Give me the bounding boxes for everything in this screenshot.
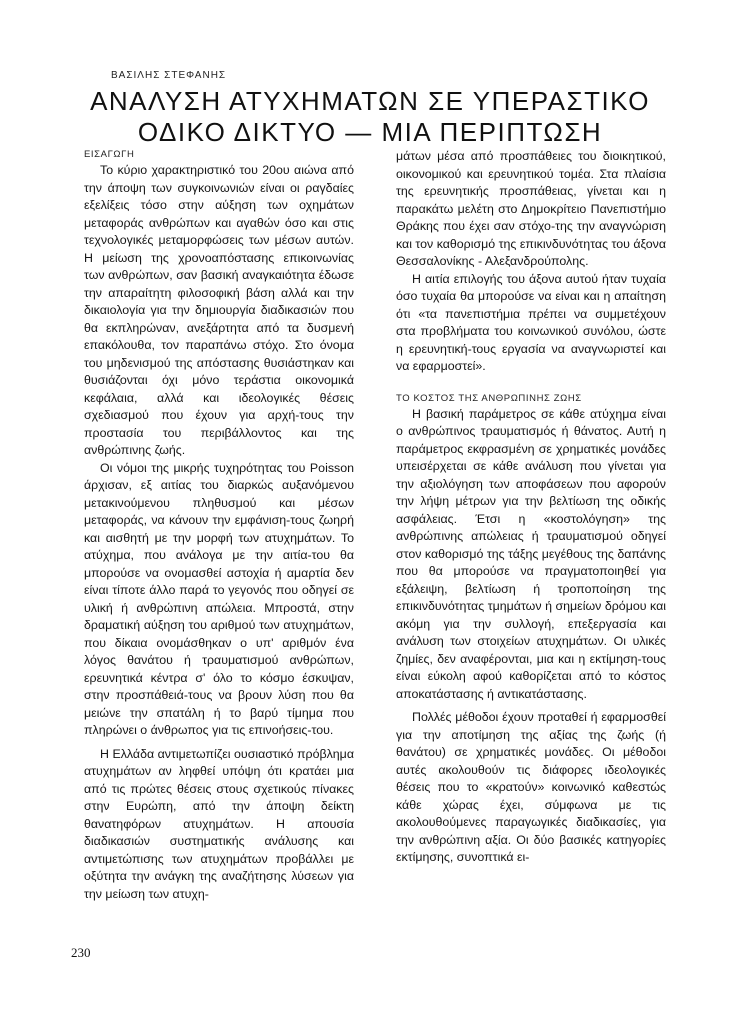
paragraph: Η βασική παράμετρος σε κάθε ατύχημα είναι ο ανθρώπινος τραυματισμός ή θάνατος. Αυτή η παράμετρος εκφρασμένη σε χρηματικές μονάδες υπεισέρχεται σε κάθε ανάλυση που γίνεται για την αξιολόγηση των αποφάσεων που αφορούν την λήψη μέτρων για την βελτίωση της οδικής ασφάλειας. Έτσι η «κοστολόγηση» της ανθρώπινης απώλειας ή τραυματισμού οδηγεί στον καθορισμό της τάξης μεγέθους της δαπάνης που θα μπορούσε να πραγματοποιηθεί για εξάλειψη, βελτίωση ή τροποποίηση της επικινδυνότητας τμημάτων ή σημείων δρόμου και ακόμη για την συλλογή, επεξεργασία και ανάλυση των στοιχείων ατυχημάτων. Οι υλικές ζημίες, δεν αναφέρονται, μια και η εκτίμηση-τους είναι εύκολη αφού καθορίζεται από το κόστος αποκατάστασης ή αντικατάστασης. <box>396 406 666 701</box>
paragraph: Η αιτία επιλογής του άξονα αυτού ήταν τυχαία όσο τυχαία θα μπορούσε να είναι και η απαίτηση ότι «τα πανεπιστήμια πρέπει να συμμετέχουν στα προβλήματα του κοινωνικού συνόλου, ώστε η ερευνητική-τους εργασία να αναγνωριστεί και να εφαρμοστεί». <box>396 271 666 373</box>
paragraph: μάτων μέσα από προσπάθειες του διοικητικού, οικονομικού και ερευνητικού τομέα. Στα πλαίσια της ερευνητικής προσπάθειας, γίνεται και η παρακάτω μελέτη στο Δημοκρίτειο Πανεπιστήμιο Θράκης που έχει σαν στόχο-της την αναγνώριση και τον καθορισμό της επικινδυνότητας του άξονα Θεσσαλονίκης - Αλεξανδρούπολης. <box>396 149 666 268</box>
title-line-1: ΑΝΑΛΥΣΗ ΑΤΥΧΗΜΑΤΩΝ ΣΕ ΥΠΕΡΑΣΤΙΚΟ <box>90 86 650 116</box>
paragraph: Πολλές μέθοδοι έχουν προταθεί ή εφαρμοσθεί για την αποτίμηση της αξίας της ζωής (ή θανάτου) σε χρηματικές μονάδες. Οι μέθοδοι αυτές ακολουθούν τις διάφορες ιδεολογικές θέσεις που το «κρατούν» κοινωνικό καθεστώς κάθε χώρας έχει, σύμφωνα με τις ακολουθούμενες παραγωγικές διαδικασίες, για την ανθρώπινη αξία. Οι δύο βασικές κατηγορίες εκτίμησης, συνοπτικά ει- <box>396 710 666 864</box>
page-number: 230 <box>71 945 91 960</box>
paragraph: Η Ελλάδα αντιμετωπίζει ουσιαστικό πρόβλημα ατυχημάτων αν ληφθεί υπόψη ότι κρατάει μια από τις πρώτες θέσεις στους σχετικούς πίνακες στην Ευρώπη, από την άποψη δείκτη θανατηφόρων ατυχημάτων. Η απουσία διαδικασιών συστηματικής ανάλυσης και αντιμετώπισης των ατυχημάτων προβάλλει με οξύτητα την ανάγκη της αναζήτησης λύσεων για την μείωση των ατυχη- <box>84 746 354 901</box>
right-column <box>396 148 666 867</box>
title-line-2: ΟΔΙΚΟ ΔΙΚΤΥΟ — ΜΙΑ ΠΕΡΙΠΤΩΣΗ <box>137 117 603 147</box>
section-heading-cost: ΤΟ ΚΟΣΤΟΣ ΤΗΣ ΑΝΘΡΩΠΙΝΗΣ ΖΩΗΣ <box>396 392 582 404</box>
article-title <box>60 86 680 148</box>
paragraph: Οι νόμοι της μικρής τυχηρότητας του Poisson άρχισαν, εξ αιτίας του διαρκώς αυξανόμενου μετακινούμενου πληθυσμού και μέσων μεταφοράς, να κάνουν την εμφάνιση-τους ζωηρή και αισθητή με την μορφή των ατυχημάτων. Το ατύχημα, που ανάλογα με την αιτία-του θα μπορούσε να ονομασθεί αστοχία ή αμαρτία δεν είναι τίποτε άλλο παρά το γεγονός που οδηγεί σε υλική ή ανθρώπινη απώλεια. Μπροστά, στην δραματική αύξηση του αριθμού των ατυχημάτων, που δίκαια ονομάσθηκαν ο υπ' αριθμόν ένα λόγος θανάτου ή τραυματισμού ανθρώπων, ερευνητικά κέντρα σ' όλο το κόσμο έσκυψαν, στην προσπάθειά-τους να βρουν λύση που θα μειώνε την σπατάλη ή το βαρύ τίμημα που πληρώνει ο άνθρωπος για τις επινοήσεις-του. <box>84 460 354 737</box>
author-name: ΒΑΣΙΛΗΣ ΣΤΕΦΑΝΗΣ <box>111 70 227 81</box>
section-heading-intro: ΕΙΣΑΓΩΓΗ <box>84 149 135 160</box>
paragraph: Το κύριο χαρακτηριστικό του 20ου αιώνα από την άποψη των συγκοινωνιών είναι οι ραγδαίες εξελίξεις τόσο στην αύξηση των οχημάτων μεταφοράς ανθρώπων και αγαθών όσο και στις τεχνολογικές μεταμορφώσεις των μέσων αυτών. Η μείωση της χρονοαπόστασης επικοινωνίας των ανθρώπων, σαν βασική αναγκαιότητα έδωσε την απαραίτητη φιλοσοφική βάση αλλά και την δικαιολογία για την δημιουργία διαδικασιών που θα εκπληρώναν, ανεξάρτητα από τα δυσμενή επακόλουθα, τον παραπάνω στόχο. Στο όνομα του μηδενισμού της απόστασης θυσιάστηκαν και θυσιάζονται όχι μόνο τεράστια οικονομικά κεφάλαια, αλλά και ιδεολογικές θέσεις σχεδιασμού που έχουν για αρχή-τους την προστασία του περιβάλλοντος και της ανθρώπινης ζωής. <box>84 163 354 457</box>
left-column <box>84 148 354 903</box>
